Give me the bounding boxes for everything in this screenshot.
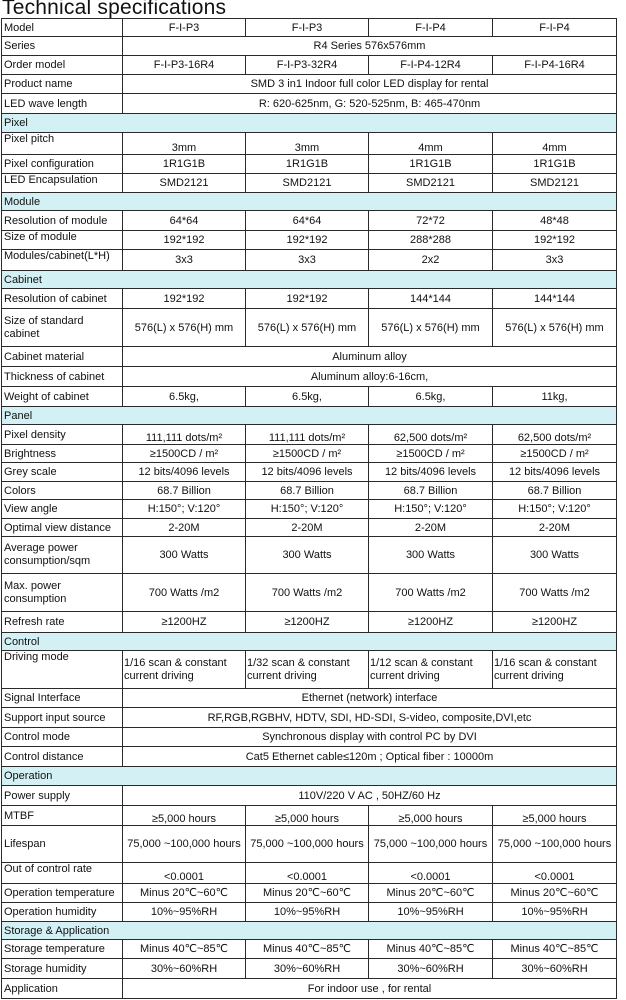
spec-label: Control mode	[2, 728, 123, 747]
spec-value: 192*192	[123, 231, 246, 250]
spec-label: Signal Interface	[2, 689, 123, 708]
spec-label: Operation temperature	[2, 884, 123, 903]
spec-value: SMD2121	[123, 174, 246, 193]
spec-value: SMD2121	[369, 174, 493, 193]
spec-label: Model	[2, 19, 123, 37]
spec-value: Minus 20℃~60℃	[493, 884, 617, 903]
spec-label: Grey scale	[2, 463, 123, 482]
spec-value: 75,000 ~100,000 hours	[246, 826, 369, 863]
spec-value: 1/16 scan & constant current driving	[493, 651, 617, 689]
spec-row	[2, 940, 617, 959]
spec-value: 1R1G1B	[369, 155, 493, 174]
spec-label: Size of module	[2, 231, 123, 250]
spec-value: 288*288	[369, 231, 493, 250]
spec-label: Storage humidity	[2, 959, 123, 979]
spec-value: 111,111 dots/m²	[123, 425, 246, 445]
page-title: Technical specifications	[2, 0, 227, 19]
spec-value: 2-20M	[369, 519, 493, 537]
spec-label: Pixel configuration	[2, 155, 123, 174]
spec-value: Minus 40℃~85℃	[246, 940, 369, 959]
spec-value: 1/16 scan & constant current driving	[123, 651, 246, 689]
spec-value: ≥1200HZ	[123, 612, 246, 633]
spec-row	[2, 289, 617, 309]
spec-value: Minus 40℃~85℃	[123, 940, 246, 959]
spec-label: Average power consumption/sqm	[2, 537, 123, 574]
spec-value: H:150°; V:120°	[123, 500, 246, 519]
spec-value: 68.7 Billion	[493, 482, 617, 500]
spec-value: <0.0001	[123, 863, 246, 884]
spec-value: F-I-P3-16R4	[123, 56, 246, 75]
spec-row	[2, 56, 617, 75]
section-title: Module	[2, 193, 617, 211]
spec-label: MTBF	[2, 806, 123, 826]
spec-row	[2, 537, 617, 574]
spec-value: 48*48	[493, 211, 617, 231]
spec-row	[2, 94, 617, 114]
spec-value: 12 bits/4096 levels	[493, 463, 617, 482]
spec-label: Application	[2, 979, 123, 999]
spec-value: F-I-P4	[369, 19, 493, 37]
spec-value: <0.0001	[369, 863, 493, 884]
spec-value: 144*144	[369, 289, 493, 309]
spec-value: 576(L) x 576(H) mm	[123, 309, 246, 347]
spec-row	[2, 425, 617, 445]
spec-value: 2-20M	[246, 519, 369, 537]
spec-row	[2, 979, 617, 999]
spec-row	[2, 689, 617, 708]
spec-value: F-I-P3-32R4	[246, 56, 369, 75]
spec-value: 64*64	[123, 211, 246, 231]
spec-value: 75,000 ~100,000 hours	[369, 826, 493, 863]
spec-value: 30%~60%RH	[123, 959, 246, 979]
spec-value: F-I-P3	[246, 19, 369, 37]
spec-value: 11kg,	[493, 387, 617, 407]
spec-value: 68.7 Billion	[123, 482, 246, 500]
spec-row	[2, 309, 617, 347]
spec-value: 700 Watts /m2	[123, 574, 246, 612]
spec-label: Pixel density	[2, 425, 123, 445]
spec-row	[2, 708, 617, 728]
spec-row	[2, 231, 617, 250]
spec-label: Resolution of module	[2, 211, 123, 231]
spec-row	[2, 786, 617, 806]
spec-value: 30%~60%RH	[493, 959, 617, 979]
spec-value: ≥5,000 hours	[123, 806, 246, 826]
spec-value: 700 Watts /m2	[369, 574, 493, 612]
spec-label: Brightness	[2, 445, 123, 463]
spec-value: 4mm	[369, 133, 493, 155]
spec-label: Power supply	[2, 786, 123, 806]
spec-label: Weight of cabinet	[2, 387, 123, 407]
spec-value: R: 620-625nm, G: 520-525nm, B: 465-470nm	[123, 94, 617, 114]
spec-value: 576(L) x 576(H) mm	[369, 309, 493, 347]
spec-row	[2, 612, 617, 633]
spec-value: SMD 3 in1 Indoor full color LED display for rental	[123, 75, 617, 94]
spec-row	[2, 75, 617, 94]
spec-row	[2, 747, 617, 767]
spec-value: ≥1500CD / m²	[246, 445, 369, 463]
spec-row	[2, 884, 617, 903]
spec-row	[2, 806, 617, 826]
spec-value: 700 Watts /m2	[493, 574, 617, 612]
spec-value: ≥1200HZ	[246, 612, 369, 633]
spec-value: 10%~95%RH	[493, 903, 617, 922]
spec-row	[2, 500, 617, 519]
spec-row	[2, 19, 617, 37]
spec-row	[2, 519, 617, 537]
spec-value: 4mm	[493, 133, 617, 155]
spec-value: 62,500 dots/m²	[369, 425, 493, 445]
spec-label: Max. power consumption	[2, 574, 123, 612]
spec-label: Resolution of cabinet	[2, 289, 123, 309]
spec-value: 75,000 ~100,000 hours	[493, 826, 617, 863]
spec-value: Minus 20℃~60℃	[246, 884, 369, 903]
spec-value: Ethernet (network) interface	[123, 689, 617, 708]
spec-value: Synchronous display with control PC by DVI	[123, 728, 617, 747]
section-title: Cabinet	[2, 271, 617, 289]
spec-value: 111,111 dots/m²	[246, 425, 369, 445]
spec-row	[2, 367, 617, 387]
spec-table	[1, 18, 617, 999]
spec-row	[2, 37, 617, 56]
spec-row	[2, 728, 617, 747]
spec-value: Minus 20℃~60℃	[369, 884, 493, 903]
section-header-row	[2, 922, 617, 940]
spec-label: Pixel pitch	[2, 133, 123, 155]
spec-value: Cat5 Ethernet cable≤120m ; Optical fiber : 10000m	[123, 747, 617, 767]
spec-value: ≥1500CD / m²	[369, 445, 493, 463]
spec-value: RF,RGB,RGBHV, HDTV, SDI, HD-SDI, S-video, composite,DVI,etc	[123, 708, 617, 728]
spec-value: H:150°; V:120°	[369, 500, 493, 519]
spec-value: 10%~95%RH	[369, 903, 493, 922]
spec-value: Aluminum alloy:6-16cm,	[123, 367, 617, 387]
spec-value: 1R1G1B	[493, 155, 617, 174]
spec-value: F-I-P4-12R4	[369, 56, 493, 75]
spec-value: Minus 40℃~85℃	[493, 940, 617, 959]
spec-value: For indoor use , for rental	[123, 979, 617, 999]
spec-value: F-I-P4	[493, 19, 617, 37]
spec-value: ≥1200HZ	[493, 612, 617, 633]
section-header-row	[2, 407, 617, 425]
spec-value: ≥5,000 hours	[246, 806, 369, 826]
spec-label: Out of control rate	[2, 863, 123, 884]
spec-value: 10%~95%RH	[123, 903, 246, 922]
spec-value: ≥5,000 hours	[493, 806, 617, 826]
spec-row	[2, 387, 617, 407]
spec-value: 72*72	[369, 211, 493, 231]
spec-label: Size of standard cabinet	[2, 309, 123, 347]
spec-value: 3mm	[246, 133, 369, 155]
spec-value: 6.5kg,	[123, 387, 246, 407]
spec-value: 192*192	[246, 231, 369, 250]
spec-value: H:150°; V:120°	[246, 500, 369, 519]
spec-value: 1R1G1B	[246, 155, 369, 174]
spec-label: Modules/cabinet(L*H)	[2, 250, 123, 271]
spec-label: LED wave length	[2, 94, 123, 114]
section-header-row	[2, 193, 617, 211]
spec-value: ≥1200HZ	[369, 612, 493, 633]
section-header-row	[2, 633, 617, 651]
spec-label: Operation humidity	[2, 903, 123, 922]
spec-row	[2, 651, 617, 689]
spec-value: 62,500 dots/m²	[493, 425, 617, 445]
spec-row	[2, 211, 617, 231]
spec-value: 2x2	[369, 250, 493, 271]
spec-row	[2, 826, 617, 863]
spec-row	[2, 155, 617, 174]
spec-value: 2-20M	[123, 519, 246, 537]
spec-label: Driving mode	[2, 651, 123, 689]
section-header-row	[2, 114, 617, 133]
spec-row	[2, 250, 617, 271]
spec-label: Lifespan	[2, 826, 123, 863]
spec-label: Product name	[2, 75, 123, 94]
spec-value: 30%~60%RH	[369, 959, 493, 979]
spec-value: F-I-P4-16R4	[493, 56, 617, 75]
spec-value: 3x3	[493, 250, 617, 271]
spec-value: 10%~95%RH	[246, 903, 369, 922]
section-title: Control	[2, 633, 617, 651]
spec-value: SMD2121	[493, 174, 617, 193]
spec-label: LED Encapsulation	[2, 174, 123, 193]
spec-value: 700 Watts /m2	[246, 574, 369, 612]
spec-label: Colors	[2, 482, 123, 500]
spec-value: Aluminum alloy	[123, 347, 617, 367]
spec-value: ≥1500CD / m²	[493, 445, 617, 463]
section-header-row	[2, 767, 617, 786]
spec-row	[2, 903, 617, 922]
spec-value: 75,000 ~100,000 hours	[123, 826, 246, 863]
spec-value: 12 bits/4096 levels	[123, 463, 246, 482]
spec-value: 12 bits/4096 levels	[246, 463, 369, 482]
spec-row	[2, 174, 617, 193]
spec-label: View angle	[2, 500, 123, 519]
spec-value: H:150°; V:120°	[493, 500, 617, 519]
spec-row	[2, 463, 617, 482]
spec-value: 68.7 Billion	[246, 482, 369, 500]
spec-row	[2, 133, 617, 155]
spec-value: <0.0001	[246, 863, 369, 884]
spec-value: 576(L) x 576(H) mm	[493, 309, 617, 347]
spec-value: 1R1G1B	[123, 155, 246, 174]
spec-label: Control distance	[2, 747, 123, 767]
spec-label: Refresh rate	[2, 612, 123, 633]
spec-value: 1/12 scan & constant current driving	[369, 651, 493, 689]
section-title: Pixel	[2, 114, 617, 133]
spec-value: <0.0001	[493, 863, 617, 884]
spec-value: F-I-P3	[123, 19, 246, 37]
spec-value: 1/32 scan & constant current driving	[246, 651, 369, 689]
spec-label: Order model	[2, 56, 123, 75]
spec-value: Minus 20℃~60℃	[123, 884, 246, 903]
spec-label: Storage temperature	[2, 940, 123, 959]
spec-label: Support input source	[2, 708, 123, 728]
section-title: Storage & Application	[2, 922, 617, 940]
spec-label: Optimal view distance	[2, 519, 123, 537]
spec-value: 192*192	[246, 289, 369, 309]
section-title: Operation	[2, 767, 617, 786]
spec-value: 576(L) x 576(H) mm	[246, 309, 369, 347]
spec-label: Cabinet material	[2, 347, 123, 367]
spec-row	[2, 482, 617, 500]
section-title: Panel	[2, 407, 617, 425]
spec-value: ≥5,000 hours	[369, 806, 493, 826]
spec-row	[2, 959, 617, 979]
spec-value: 6.5kg,	[369, 387, 493, 407]
spec-value: 3x3	[246, 250, 369, 271]
spec-value: 300 Watts	[493, 537, 617, 574]
spec-value: 300 Watts	[123, 537, 246, 574]
spec-value: 110V/220 V AC , 50HZ/60 Hz	[123, 786, 617, 806]
spec-value: ≥1500CD / m²	[123, 445, 246, 463]
spec-value: 300 Watts	[246, 537, 369, 574]
spec-value: 30%~60%RH	[246, 959, 369, 979]
spec-row	[2, 445, 617, 463]
spec-value: SMD2121	[246, 174, 369, 193]
spec-value: Minus 40℃~85℃	[369, 940, 493, 959]
spec-value: 6.5kg,	[246, 387, 369, 407]
spec-row	[2, 863, 617, 884]
section-header-row	[2, 271, 617, 289]
spec-row	[2, 347, 617, 367]
spec-value: 3x3	[123, 250, 246, 271]
spec-value: 12 bits/4096 levels	[369, 463, 493, 482]
spec-row	[2, 574, 617, 612]
spec-value: R4 Series 576x576mm	[123, 37, 617, 56]
spec-value: 68.7 Billion	[369, 482, 493, 500]
spec-value: 192*192	[493, 231, 617, 250]
spec-value: 192*192	[123, 289, 246, 309]
spec-value: 3mm	[123, 133, 246, 155]
spec-value: 144*144	[493, 289, 617, 309]
spec-value: 64*64	[246, 211, 369, 231]
spec-label: Series	[2, 37, 123, 56]
spec-label: Thickness of cabinet	[2, 367, 123, 387]
spec-value: 2-20M	[493, 519, 617, 537]
spec-value: 300 Watts	[369, 537, 493, 574]
